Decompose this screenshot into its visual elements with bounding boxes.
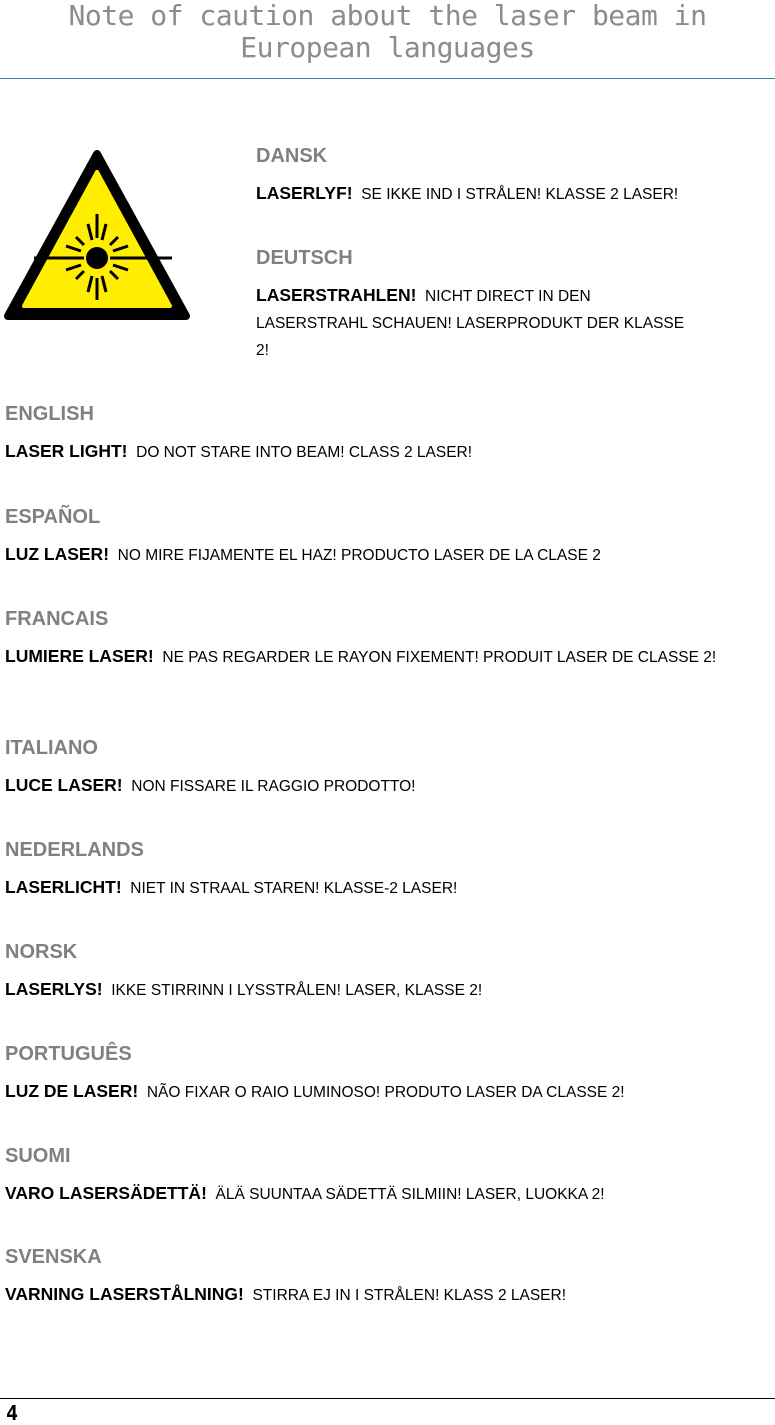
language-heading: DANSK <box>256 145 328 167</box>
language-block-espanol <box>5 506 770 569</box>
footer-divider <box>0 1398 775 1399</box>
page-title: Note of caution about the laser beam in European languages <box>68 0 707 64</box>
language-block-italiano <box>5 737 770 800</box>
warning-lead: LASER LIGHT! <box>5 441 128 461</box>
language-heading: ITALIANO <box>5 737 98 759</box>
warning-body: IKKE STIRRINN I LYSSTRÅLEN! LASER, KLASSE 2! <box>111 982 483 999</box>
warning-body: NÃO FIXAR O RAIO LUMINOSO! PRODUTO LASER DA CLASSE 2! <box>146 1084 625 1101</box>
language-block-dansk <box>256 145 771 208</box>
warning-text <box>5 1078 770 1106</box>
warning-body: NE PAS REGARDER LE RAYON FIXEMENT! PRODUIT LASER DE CLASSE 2! <box>162 649 717 666</box>
warning-lead: LUCE LASER! <box>5 775 123 795</box>
warning-text <box>256 180 771 208</box>
warning-body: NO MIRE FIJAMENTE EL HAZ! PRODUCTO LASER DE LA CLASE 2 <box>117 547 601 564</box>
language-block-english <box>5 403 770 466</box>
laser-warning-icon <box>4 150 190 322</box>
warning-text <box>5 976 770 1004</box>
language-heading: ESPAÑOL <box>5 506 101 528</box>
warning-text <box>5 1281 770 1309</box>
warning-lead: LASERLICHT! <box>5 877 122 897</box>
warning-body: NON FISSARE IL RAGGIO PRODOTTO! <box>131 778 416 795</box>
warning-text <box>5 643 770 671</box>
warning-body: SE IKKE IND I STRÅLEN! KLASSE 2 LASER! <box>361 186 679 203</box>
warning-body: NIET IN STRAAL STAREN! KLASSE-2 LASER! <box>130 880 458 897</box>
language-block-deutsch <box>256 247 696 364</box>
warning-lead: LASERSTRAHLEN! <box>256 285 417 305</box>
warning-body: STIRRA EJ IN I STRÅLEN! KLASS 2 LASER! <box>252 1287 567 1304</box>
warning-lead: LUZ DE LASER! <box>5 1081 139 1101</box>
language-heading: NEDERLANDS <box>5 839 144 861</box>
language-heading: ENGLISH <box>5 403 94 425</box>
warning-body: ÄLÄ SUUNTAA SÄDETTÄ SILMIIN! LASER, LUOKKA 2! <box>215 1186 605 1203</box>
language-block-nederlands <box>5 839 770 902</box>
warning-body: DO NOT STARE INTO BEAM! CLASS 2 LASER! <box>136 444 473 461</box>
language-block-portugues <box>5 1043 770 1106</box>
warning-text <box>5 541 770 569</box>
language-heading: SUOMI <box>5 1145 71 1167</box>
language-heading: SVENSKA <box>5 1246 102 1268</box>
warning-lead: VARNING LASERSTÅLNING! <box>5 1284 244 1304</box>
warning-lead: LASERLYF! <box>256 183 353 203</box>
language-block-svenska <box>5 1246 770 1309</box>
language-block-norsk <box>5 941 770 1004</box>
warning-text <box>5 1180 770 1208</box>
page-number: 4 <box>6 1401 19 1425</box>
warning-text <box>5 438 770 466</box>
warning-text <box>256 282 696 364</box>
warning-lead: LUZ LASER! <box>5 544 110 564</box>
warning-lead: VARO LASERSÄDETTÄ! <box>5 1183 207 1203</box>
language-block-francais <box>5 608 770 671</box>
title-divider <box>0 78 775 79</box>
warning-body: NICHT DIRECT IN DEN LASERSTRAHL SCHAUEN! LASERPRODUKT DER KLASSE 2! <box>256 288 685 359</box>
warning-lead: LASERLYS! <box>5 979 103 999</box>
language-heading: PORTUGUÊS <box>5 1043 132 1065</box>
language-heading: NORSK <box>5 941 78 963</box>
language-heading: DEUTSCH <box>256 247 353 269</box>
language-heading: FRANCAIS <box>5 608 109 630</box>
language-block-suomi <box>5 1145 770 1208</box>
warning-lead: LUMIERE LASER! <box>5 646 154 666</box>
warning-text <box>5 772 770 800</box>
warning-text <box>5 874 770 902</box>
